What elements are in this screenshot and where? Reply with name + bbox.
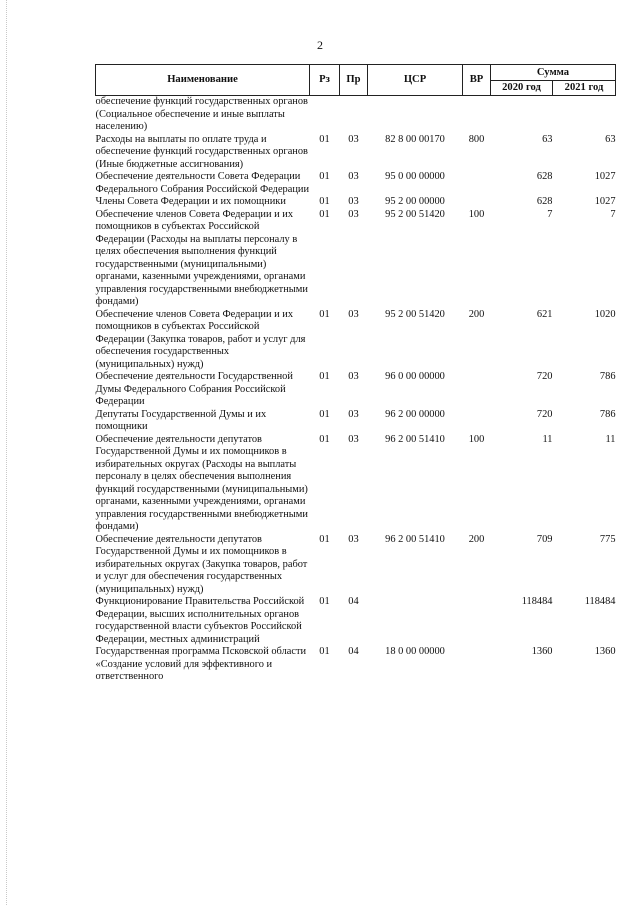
row-pr: 03 [348, 308, 359, 320]
row-name: Расходы на выплаты по оплате труда и обеспечение функций государственных органов (Иные бюджетные ассигнования) [95, 133, 308, 170]
row-pr: 03 [348, 208, 359, 220]
row-rz: 01 [319, 308, 330, 320]
row-sum-2021: 1020 [594, 308, 616, 320]
header-name: Наименование [96, 65, 310, 96]
row-rz: 01 [319, 433, 330, 445]
row-pr: 04 [348, 646, 359, 657]
table-row [96, 409, 616, 434]
row-pr [340, 96, 368, 134]
row-vr [463, 646, 491, 684]
row-vr: 800 [468, 133, 485, 145]
row-sum-2020: 621 [536, 308, 553, 320]
row-sum-2021 [553, 96, 616, 134]
table-row [96, 196, 616, 209]
row-pr: 03 [348, 133, 359, 145]
table-row [96, 134, 616, 172]
row-rz: 01 [319, 208, 330, 220]
row-name: Обеспечение деятельности депутатов Государственной Думы и их помощников в избирательных округах (Расходы на выплаты персоналу в целях обеспечения выполнения функций государственными (муниципальными) органами, казенными учреждениями, органами управления государственными внебюджетными фондами) [95, 433, 308, 532]
header-year-2021: 2021 год [553, 80, 616, 96]
row-sum-2020: 628 [536, 171, 553, 182]
row-rz: 01 [319, 408, 330, 420]
row-vr [463, 196, 491, 209]
row-csr: 95 0 00 00000 [385, 171, 445, 182]
row-vr [463, 171, 491, 196]
row-csr: 95 2 00 00000 [385, 196, 445, 207]
row-sum-2020: 63 [542, 133, 553, 145]
row-name: Депутаты Государственной Думы и их помощники [95, 408, 267, 432]
row-rz: 01 [319, 196, 330, 207]
row-sum-2020: 11 [542, 433, 553, 445]
row-sum-2021: 786 [599, 371, 616, 382]
row-csr: 96 2 00 51410 [385, 533, 445, 545]
row-csr [368, 596, 463, 646]
row-sum-2021: 63 [605, 133, 616, 145]
row-rz: 01 [319, 596, 330, 607]
row-rz [310, 96, 340, 134]
row-pr: 03 [348, 533, 359, 545]
row-vr: 100 [468, 433, 485, 445]
row-sum-2020: 709 [536, 533, 553, 545]
table-row [96, 309, 616, 372]
row-pr: 03 [348, 408, 359, 420]
table-row [96, 596, 616, 646]
table-row [96, 209, 616, 309]
table-header [96, 65, 616, 96]
row-rz: 01 [319, 171, 330, 182]
header-csr: ЦСР [368, 65, 463, 96]
row-name: Члены Совета Федерации и их помощники [95, 196, 286, 207]
row-rz: 01 [319, 133, 330, 145]
row-name: обеспечение функций государственных органов (Социальное обеспечение и иные выплаты населению) [95, 96, 308, 132]
row-csr: 95 2 00 51420 [385, 208, 445, 220]
budget-table [95, 64, 616, 684]
page-number: 2 [317, 38, 323, 52]
table-row [96, 534, 616, 597]
row-pr: 03 [348, 371, 359, 382]
row-pr: 04 [348, 596, 359, 607]
row-sum-2020: 628 [536, 196, 553, 207]
row-name: Обеспечение деятельности Совета Федерации Федерального Собрания Российской Федерации [95, 171, 310, 195]
row-sum-2020 [491, 96, 553, 134]
row-sum-2020: 720 [536, 408, 553, 420]
table-row [96, 96, 616, 134]
table-body [96, 96, 616, 684]
row-name: Государственная программа Псковской области «Создание условий для эффективного и ответственного [95, 646, 307, 682]
row-vr [463, 596, 491, 646]
row-csr: 96 2 00 51410 [385, 433, 445, 445]
row-rz: 01 [319, 371, 330, 382]
header-year-2020: 2020 год [491, 80, 553, 96]
header-sum: Сумма [491, 65, 616, 81]
row-name: Функционирование Правительства Российской Федерации, высших исполнительных органов государственной власти субъектов Российской Федерации, местных администраций [95, 596, 305, 645]
table-row [96, 646, 616, 684]
row-vr [463, 96, 491, 134]
page-edge-line [6, 0, 7, 905]
row-csr: 82 8 00 00170 [385, 133, 445, 145]
row-sum-2021: 7 [610, 208, 616, 220]
row-rz: 01 [319, 533, 330, 545]
row-vr: 200 [468, 533, 485, 545]
row-sum-2021: 786 [599, 408, 616, 420]
row-vr: 100 [468, 208, 485, 220]
row-csr: 96 2 00 00000 [385, 408, 445, 420]
row-vr: 200 [468, 308, 485, 320]
table-row [96, 371, 616, 409]
row-sum-2021: 1027 [594, 171, 616, 182]
row-name: Обеспечение членов Совета Федерации и их помощников в субъектах Российской Федерации (Закупка товаров, работ и услуг для обеспечения государственных (муниципальных) нужд) [95, 308, 306, 370]
row-vr [463, 371, 491, 409]
row-sum-2020: 7 [547, 208, 553, 220]
row-pr: 03 [348, 171, 359, 182]
row-rz: 01 [319, 646, 330, 657]
row-csr: 95 2 00 51420 [385, 308, 445, 320]
row-csr: 96 0 00 00000 [385, 371, 445, 382]
row-csr [368, 96, 463, 134]
row-sum-2020: 720 [536, 371, 553, 382]
row-sum-2021: 1027 [594, 196, 616, 207]
row-pr: 03 [348, 196, 359, 207]
row-name: Обеспечение деятельности Государственной Думы Федерального Собрания Российской Федерации [95, 371, 293, 407]
row-sum-2021: 11 [605, 433, 616, 445]
row-csr: 18 0 00 00000 [385, 646, 445, 657]
table-row [96, 171, 616, 196]
header-vr: ВР [463, 65, 491, 96]
row-pr: 03 [348, 433, 359, 445]
header-pr: Пр [340, 65, 368, 96]
row-name: Обеспечение членов Совета Федерации и их помощников в субъектах Российской Федерации (Расходы на выплаты персоналу в целях обеспечения выполнения функций государственными (муниципальными) органами, казенными учреждениями, органами управления государственными внебюджетными фондами) [95, 208, 308, 307]
header-rz: Рз [310, 65, 340, 96]
row-sum-2020: 1360 [531, 646, 553, 657]
table-row [96, 434, 616, 534]
row-sum-2021: 118484 [584, 596, 616, 607]
row-sum-2020: 118484 [521, 596, 553, 607]
row-sum-2021: 1360 [594, 646, 616, 657]
row-sum-2021: 775 [599, 533, 616, 545]
row-vr [463, 409, 491, 434]
row-name: Обеспечение деятельности депутатов Государственной Думы и их помощников в избирательных округах (Закупка товаров, работ и услуг для обеспечения государственных (муниципальных) нужд) [95, 533, 308, 595]
